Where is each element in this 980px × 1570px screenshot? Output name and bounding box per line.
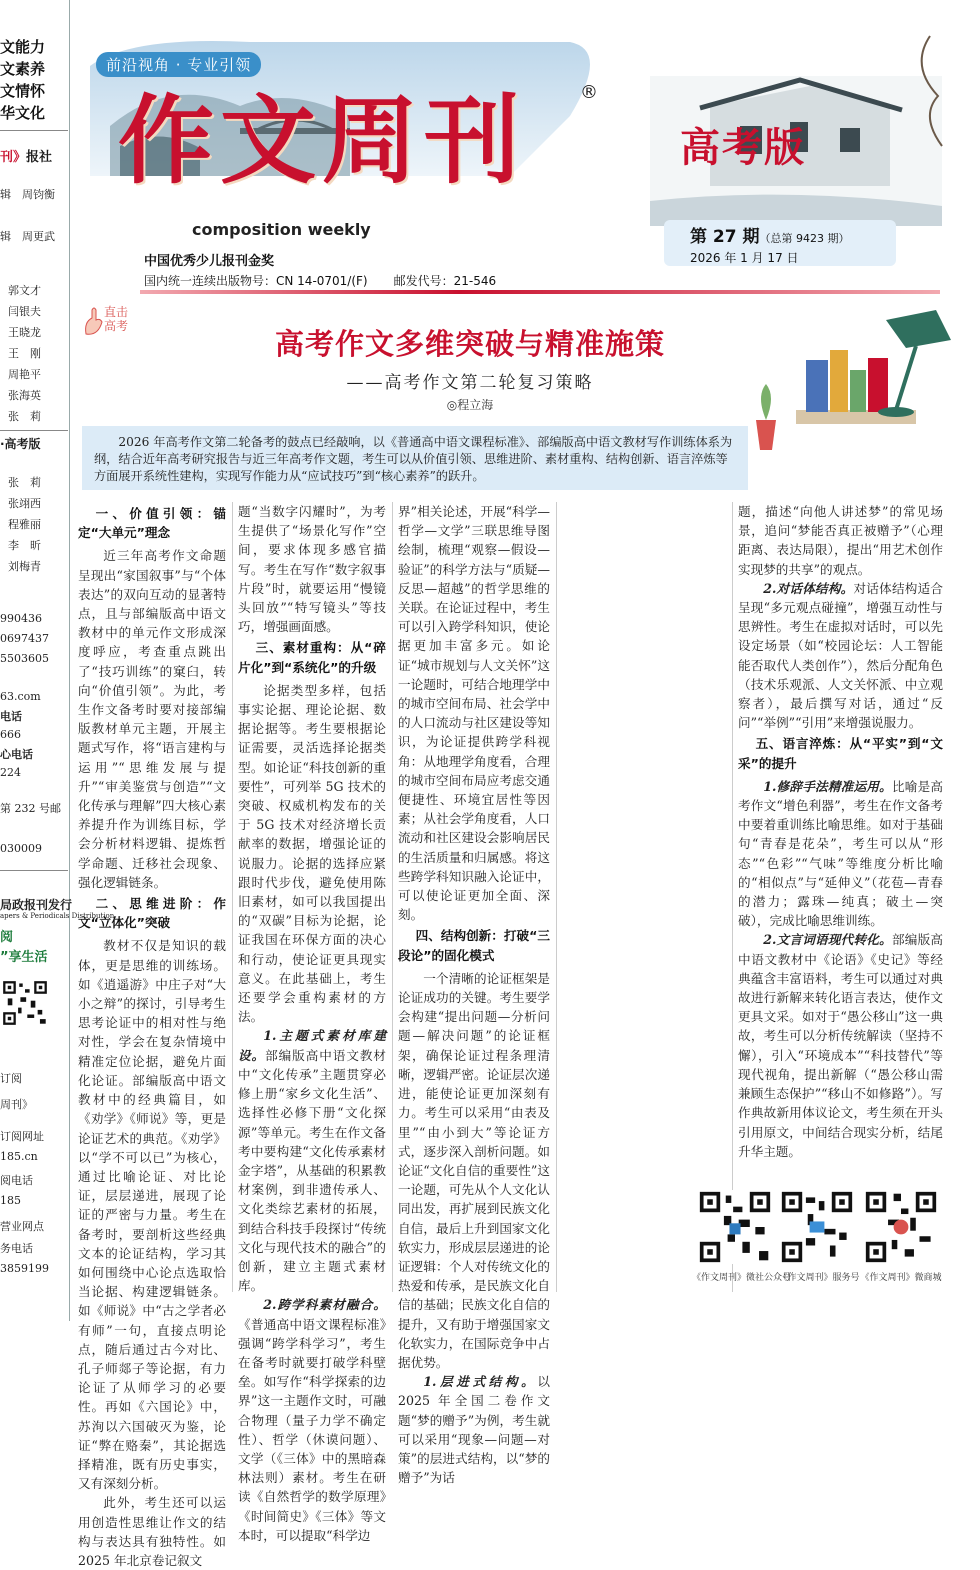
- column-divider: [732, 502, 733, 1292]
- staff-list: 郭文才 闫银夫 王晓龙 王 刚 周艳平 张海英 张 莉: [8, 284, 41, 423]
- contact-line: 0697437: [0, 632, 49, 645]
- divider: [0, 870, 68, 871]
- section-heading: 二、思维进阶：作文“立体化”突破: [78, 896, 226, 931]
- article-column: [738, 502, 943, 1192]
- section-heading: 五、语言淬炼：从“平实”到“文采”的提升: [738, 736, 943, 771]
- paragraph: 一个清晰的论证框架是论证成功的关键。考生要学会构建“提出问题—分析问题—解决问题”的论证框架，确保论证过程条理清晰，逻辑严密。论证层次递进，能使论证更加深刻有力。考生可以采用“由表及里”“由小到大”等论证方式，逐步深入剖析问题。如论证“文化自信的重要性”这一论题，可先从个人文化认同出发，再扩展到民族文化自信，最后上升到国家文化软实力，形成层层递进的论证逻辑：个人对传统文化的热爱和传承，是民族文化自信的基础；民族文化自信的提升，又有助于增强国家文化软实力，在国际竞争中占据优势。: [398, 970, 550, 1370]
- subscribe-line: 阅电话: [0, 1174, 33, 1187]
- editor-row: 辑 周更武: [0, 230, 55, 243]
- contact-line: 666: [0, 728, 21, 741]
- qr-caption: 《作文周刊》微社公众号: [692, 1273, 792, 1283]
- paragraph: 教材不仅是知识的载体，更是思维的训练场。如《逍遥游》中庄子对“大小之辩”的探讨，引导考生思考论证中的相对性与绝对性，学会在复杂情境中精准定位论据，避免片面化论证。部编版高中语文教材中的经典篇目，如《劝学》《师说》等，更是论证艺术的典范。《劝学》以“学不可以已”为核心，通过比喻论证、对比论证，层层递进，展现了论证的严密与力量。考生在备考时，要剖析这些经典文本的论证结构，学习其如何围绕中心论点选取恰当论据、构建逻辑链条。如《师说》中“古之学者必有师”一句，直接点明论点，随后通过古今对比、孔子师郯子等论据，有力论证了从师学习的必要性。再如《六国论》中，苏洵以六国破灭为鉴，论证“弊在赂秦”，其论据选择精准，既有历史事实，又有深刻分析。: [78, 938, 226, 1492]
- corner-tag: 直击 高考: [103, 305, 128, 333]
- contact-line: 电话: [0, 710, 22, 723]
- contact-line: 第 232 号邮: [0, 802, 61, 815]
- registration-line: [144, 272, 522, 289]
- issue-number: 第 27 期: [690, 227, 760, 247]
- subscribe-line: 185: [0, 1194, 21, 1207]
- edition-label: ·高考版: [0, 437, 41, 451]
- contact-line: 224: [0, 766, 21, 779]
- registered-mark: ®: [580, 82, 598, 103]
- article-byline: ◎程立海: [446, 398, 494, 412]
- issue-info: [664, 220, 896, 266]
- logo-english: composition weekly: [192, 220, 371, 239]
- paragraph: 题，描述“向他人讲述梦”的常见场景，追问“梦能否真正被赠予”（心理距离、表达局限），提出“用艺术创作实现梦的共享”的观点。: [738, 504, 943, 577]
- paragraph: 2.文言词语现代转化。部编版高中语文教材中《论语》《史记》等经典蕴含丰富语料，考生可以通过对典故进行新解来转化语言表达，使作文更具文采。如对于“愚公移山”这一典故，考生可以分析传统解读（坚持不懈），引入“环境成本”“科技替代”等现代视角，提出新解（“愚公移山需兼顾生态保护”“移山不如修路”）。写作典故新用体议论文，考生须在开头引用原文，中间结合现实分析，结尾升华主题。: [738, 932, 944, 1159]
- divider: [0, 130, 68, 131]
- contact-line: 990436: [0, 612, 42, 625]
- section-heading: 三、素材重构：从“碎片化”到“系统化”的升级: [238, 640, 386, 675]
- article-column: [78, 502, 226, 1568]
- subscribe-line: 3859199: [0, 1262, 49, 1275]
- contact-line: 5503605: [0, 652, 49, 665]
- lead-paragraph: 2026 年高考作文第二轮备考的鼓点已经敲响，以《普通高中语文课程标准》、部编版高中语文教材写作训练体系为纲，结合近年高考研究报告与近三年高考作文题，考生可以从价值引领、思维进阶、素材重构、结构创新、语言淬炼等方面展开系统性建构，实现写作能力从“应试技巧”到“核心素养”的跃升。: [82, 426, 748, 490]
- award-line: 中国优秀少儿报刊金奖: [144, 254, 275, 269]
- postal-code: 邮发代号：21-546: [393, 274, 497, 288]
- section-heading: 一、价值引领：锚定“大单元”理念: [78, 506, 226, 541]
- masthead-divider: [140, 290, 940, 294]
- subscribe-line: 订阅: [0, 1072, 22, 1085]
- logo-title: 作文周刊: [118, 85, 526, 197]
- qr-code-icon[interactable]: [864, 1190, 938, 1264]
- section-heading: 四、结构创新：打破“三段论”的固化模式: [398, 928, 550, 963]
- contact-line: 63.com: [0, 690, 41, 703]
- paragraph: 近三年高考作文命题呈现出“家国叙事”与“个体表达”的双向互动的显著特点，且与部编版高中语文教材中的单元作文形成深度呼应，考查重点跳出了“技巧训练”的窠臼，转向“价值引领”。为此，考生作文备考时要对接部编版教材单元主题，开展主题式写作，将“语言建构与运用”“思维发展与提升”“审美鉴赏与创造”“文化传承与理解”四大核心素养提升作为训练目标，学会分析材料逻辑、提炼哲学命题、迁移社会现象、强化逻辑链条。: [78, 548, 226, 890]
- slogan-block: [0, 36, 64, 124]
- slogan-line: 华文化: [0, 104, 46, 122]
- subscribe-line: 185.cn: [0, 1150, 38, 1163]
- edition-title: 高考版: [680, 125, 806, 171]
- paragraph: 2.跨学科素材融合。《普通高中语文课程标准》强调“跨学科学习”，考生在备考时就要打破学科壁垒。如写作“科学探索的边界”这一主题作文时，可融合物理（量子力学不确定性）、哲学（休谟问题）、文学（《三体》中的黑暗森林法则）素材。考生在研读《自然哲学的数学原理》《时间简史》《三体》等文本时，可以提取“科学边: [238, 1297, 386, 1543]
- issue-date: 2026 年 1 月 17 日: [690, 251, 799, 265]
- column-divider: [392, 502, 393, 1292]
- distribution-label: 局政报刊发行: [0, 898, 73, 912]
- editor-row: 辑 周钧衡: [0, 188, 55, 201]
- slogan-line: 文情怀: [0, 82, 46, 100]
- paragraph: 论据类型多样，包括事实论据、理论论据、数据论据等。考生要根据论证需要，灵活选择论据类型。如论证“科技创新的重要性”，可列举 5G 技术的突破、权威机构发布的关于 5G 技术对经济增长贡献率的数据，增强论证的说服力。论据的选择应紧跟时代步伐，避免使用陈旧素材，如可以我国提出的“双碳”目标为论据，论证我国在环保方面的决心和行动，使论证更具现实意义。在此基础上，考生还要学会重构素材的方法。: [238, 682, 386, 1025]
- qr-code-icon[interactable]: [780, 1190, 854, 1264]
- article-headline: 高考作文多维突破与精准施策: [274, 327, 665, 361]
- paragraph: 此外，考生还可以运用创造性思维让作文的结构与表达具有独特性。如 2025 年北京卷记叙文: [78, 1495, 226, 1568]
- publisher-label: 刊》报社: [0, 150, 53, 165]
- slogan-line: 文素养: [0, 60, 46, 78]
- paragraph: 界”相关论述，开展“科学—哲学—文学”三联思维导图绘制，梳理“观察—假设—验证”的科学方法与“质疑—反思—超越”的哲学思维的关联。在论证过程中，考生可以引入跨学科知识，使论据更加丰富多元。如论证“城市规划与人文关怀”这一论题时，可结合地理学中的城市空间布局、社会学中的人口流动与社区建设等知识，为论证提供跨学科视角：从地理学角度看，合理的城市空间布局应考虑交通便捷性、环境宜居性等因素；从社会学角度看，人口流动和社区建设会影响居民的生活质量和归属感。将这些跨学科知识融入论证中，可以使论证更加全面、深刻。: [398, 504, 550, 923]
- paragraph: 1.修辞手法精准运用。比喻是高考作文“增色利器”，考生在作文备考中要着重训练比喻思维。如对于基础句“青春是花朵”，考生可以从“形态”“色彩”“气味”等维度分析比喻的“相似点”与“延伸义”（花苞—青春的潜力；露珠—纯真；破土—突破），完成比喻思维训练。: [738, 778, 944, 929]
- qr-caption: 《作文周刊》微商城: [860, 1273, 942, 1283]
- subscribe-line: 订阅网址: [0, 1130, 44, 1143]
- staff-list: 张 莉 张翊西 程雅丽 李 昕 刘梅青: [8, 476, 41, 573]
- share-label: ”享生活: [0, 950, 48, 965]
- paragraph: 题“当数字闪耀时”，为考生提供了“场景化写作”空间，要求体现多感官描写。考生在写作“数字叙事片段”时，就要运用“慢镜头回放”“特写镜头”等技巧，增强画面感。: [238, 504, 386, 635]
- divider: [0, 430, 68, 431]
- qr-caption: 《作文周刊》服务号: [778, 1273, 860, 1283]
- article-column: [238, 502, 387, 1543]
- left-info-strip: [0, 0, 115, 1321]
- column-divider: [556, 502, 557, 1292]
- distribution-en: apers & Periodicals Distribution: [0, 912, 115, 920]
- subscribe-line: 营业网点: [0, 1220, 44, 1233]
- paragraph: 1.层进式结构。以 2025 年全国二卷作文题“梦的赠予”为例，考生就可以采用“现象—问题—对策”的层进式结构，以“梦的赠予”为话: [398, 1374, 550, 1486]
- issue-total: （总第 9423 期）: [759, 232, 850, 245]
- column-divider: [232, 502, 233, 1292]
- qr-code-icon[interactable]: [2, 980, 48, 1026]
- article-subheadline: ——高考作文第二轮复习策略: [346, 373, 594, 393]
- article-column: [398, 502, 550, 1486]
- distribution-label: 阅: [0, 930, 14, 945]
- contact-line: 心电话: [0, 748, 33, 761]
- article-column: [558, 502, 718, 1302]
- desk-lamp-illustration: [736, 300, 976, 490]
- cn-number: 国内统一连续出版物号：CN 14-0701/(F): [144, 274, 368, 288]
- qr-code-row: [692, 1190, 944, 1286]
- qr-code-icon[interactable]: [698, 1190, 772, 1264]
- subscribe-line: 务电话: [0, 1242, 33, 1255]
- subscribe-line: 周刊》: [0, 1098, 33, 1111]
- slogan-line: 文能力: [0, 38, 46, 56]
- paragraph: 2.对话体结构。对话体结构适合呈现“多元观点碰撞”，增强互动性与思辨性。考生在虚拟对话时，可以先设定场景（如“校园论坛：人工智能能否取代人类创作”），然后分配角色（技术乐观派、人文关怀派、中立观察者），最后撰写对话，通过“反问”“举例”“引用”来增强说服力。: [738, 580, 943, 731]
- paragraph: 1.主题式素材库建设。部编版高中语文教材中“文化传承”主题贯穿必修上册“家乡文化生活”、选择性必修下册“文化探源”等单元。考生在作文备考中要构建“文化传承素材金字塔”，从基础的积累教材案例，到非遗传承人、文化类综艺素材的拓展，到结合科技手段探讨“传统文化与现代技术的融合”的创新，建立主题式素材库。: [238, 1028, 387, 1294]
- tagline-badge: 前沿视角 · 专业引领: [96, 52, 261, 77]
- contact-line: 030009: [0, 842, 42, 855]
